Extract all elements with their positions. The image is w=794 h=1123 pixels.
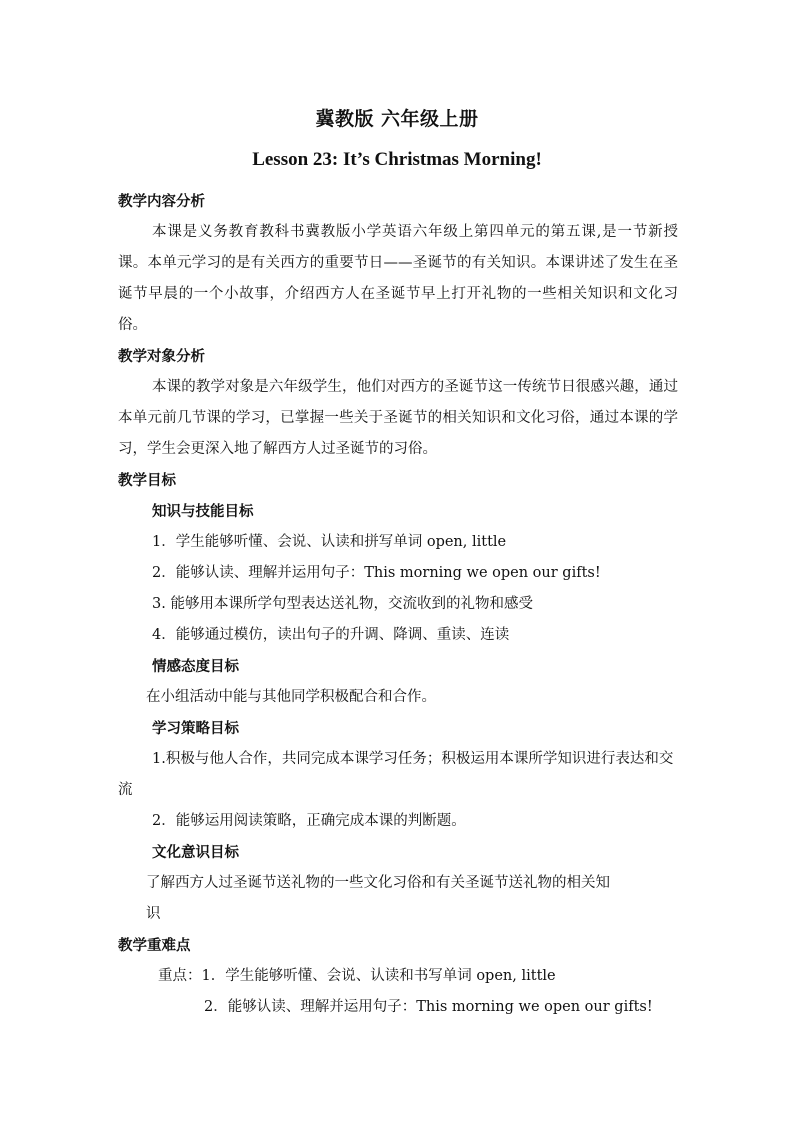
culture-text-line-2: 识 [146,906,161,922]
knowledge-item-4: 4．能够通过模仿，读出句子的升调、降调、重读、连读 [152,627,510,643]
heading-key-points: 教学重难点 [118,937,191,954]
heading-cultural-awareness: 文化意识目标 [152,844,239,861]
heading-learning-strategy: 学习策略目标 [152,720,239,737]
document-title: 冀教版 六年级上册 [315,108,479,130]
knowledge-item-3: 3. 能够用本课所学句型表达送礼物，交流收到的礼物和感受 [152,596,533,612]
emotion-text: 在小组活动中能与其他同学积极配合和合作。 [146,689,436,705]
document-body [118,186,678,1023]
culture-text-line-1: 了解西方人过圣诞节送礼物的一些文化习俗和有关圣诞节送礼物的相关知 [146,875,610,891]
strategy-item-2: 2．能够运用阅读策略，正确完成本课的判断题。 [152,813,466,829]
strategy-item-1: 1.积极与他人合作，共同完成本课学习任务；积极运用本课所学知识进行表达和交流 [118,751,674,798]
knowledge-item-2: 2．能够认读、理解并运用句子：This morning we open our gifts! [152,565,601,581]
heading-student-analysis: 教学对象分析 [118,348,205,365]
heading-emotion-attitude: 情感态度目标 [152,658,239,675]
paragraph-content-analysis: 本课是义务教育教科书冀教版小学英语六年级上第四单元的第五课,是一节新授课。本单元学习的是有关西方的重要节日——圣诞节的有关知识。本课讲述了发生在圣诞节早晨的一个小故事，介绍西方人在圣诞节早上打开礼物的一些相关知识和文化习俗。 [118,224,678,333]
heading-content-analysis: 教学内容分析 [118,193,205,210]
knowledge-item-1: 1．学生能够听懂、会说、认读和拼写单词 open, little [152,534,507,550]
key-point-line-1: 重点：1．学生能够听懂、会说、认读和书写单词 open, little [158,968,556,984]
heading-knowledge-skills: 知识与技能目标 [152,503,254,520]
lesson-title: Lesson 23: It’s Christmas Morning! [252,149,542,170]
paragraph-student-analysis: 本课的教学对象是六年级学生，他们对西方的圣诞节这一传统节日很感兴趣，通过本单元前几节课的学习，已掌握一些关于圣诞节的相关知识和文化习俗，通过本课的学习，学生会更深入地了解西方人过圣诞节的习俗。 [118,379,678,457]
heading-objectives: 教学目标 [118,472,176,489]
key-point-line-2: 2．能够认读、理解并运用句子：This morning we open our gifts! [204,999,653,1015]
